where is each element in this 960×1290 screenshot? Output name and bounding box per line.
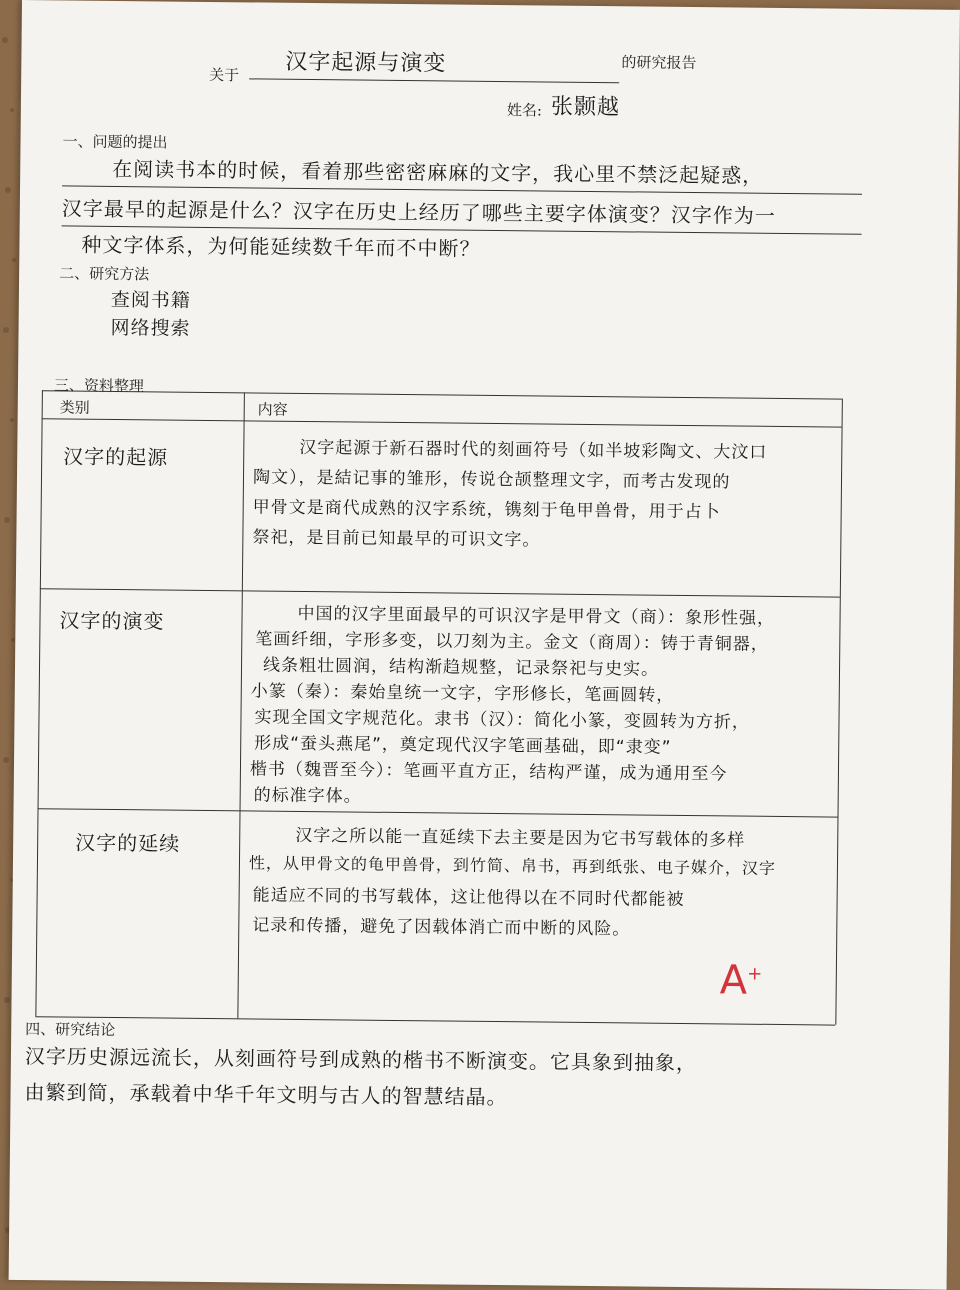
content-line: 祭祀，是目前已知最早的可识文字。 bbox=[252, 527, 541, 551]
table-right-border bbox=[835, 399, 843, 1025]
table-header-border bbox=[42, 418, 842, 427]
content-line: 性，从甲骨文的龟甲兽骨，到竹简、帛书，再到纸张、电子媒介，汉字 bbox=[248, 853, 777, 878]
question-line-3: 种文字体系，为何能延续数千年而不中断？ bbox=[81, 232, 481, 261]
column-header-category: 类别 bbox=[59, 398, 90, 417]
topic-underline bbox=[249, 78, 619, 83]
content-line: 能适应不同的书写载体，这让他得以在不同时代都能被 bbox=[252, 885, 685, 910]
content-line: 笔画纤细，字形多变，以刀刻为主。金文（商周）：铸于青铜器， bbox=[255, 629, 769, 655]
table-left-border bbox=[35, 390, 43, 1016]
content-line: 甲骨文是商代成熟的汉字系统，镌刻于龟甲兽骨，用于占卜 bbox=[252, 497, 721, 523]
student-name: 张颢越 bbox=[550, 94, 621, 121]
grade-mark bbox=[720, 957, 763, 1003]
report-topic: 汉字起源与演变 bbox=[285, 49, 447, 77]
method-item: 查阅书籍 bbox=[110, 288, 191, 312]
question-line-1: 在阅读书本的时候，看着那些密密麻麻的文字，我心里不禁泛起疑惑， bbox=[112, 156, 764, 188]
section1-heading: 一、问题的提出 bbox=[62, 132, 168, 152]
content-line: 楷书（魏晋至今）：笔画平直方正，结构严谨，成为通用至今 bbox=[249, 759, 728, 785]
content-line: 小篆（秦）：秦始皇统一文字，字形修长，笔画圆转， bbox=[250, 681, 675, 706]
content-line: 中国的汉字里面最早的可识汉字是甲骨文（商）：象形性强， bbox=[297, 603, 776, 629]
table-column-divider bbox=[237, 392, 245, 1018]
table-bottom-border bbox=[35, 1016, 835, 1025]
content-line: 汉字起源于新石器时代的刻画符号（如半坡彩陶文、大汶口 bbox=[299, 437, 768, 463]
section4-heading: 四、研究结论 bbox=[25, 1020, 116, 1040]
conclusion-line-1: 汉字历史源远流长，从刻画符号到成熟的楷书不断演变。它具象到抽象， bbox=[24, 1044, 698, 1076]
content-line: 记录和传播，避免了因载体消亡而中断的风险。 bbox=[252, 915, 631, 940]
section3-heading: 三、资料整理 bbox=[53, 376, 145, 396]
category-origin: 汉字的起源 bbox=[63, 444, 169, 470]
conclusion-line-2: 由繁到简，承载着中华千年文明与古人的智慧结晶。 bbox=[24, 1080, 508, 1110]
content-line: 的标准字体。 bbox=[253, 785, 362, 807]
question-line-2: 汉字最早的起源是什么？汉字在历史上经历了哪些主要字体演变？汉字作为一 bbox=[61, 196, 776, 228]
content-line: 线条粗壮圆润，结构渐趋规整，记录祭祀与史实。 bbox=[262, 655, 660, 680]
title-suffix: 的研究报告 bbox=[621, 53, 697, 73]
method-item: 网络搜索 bbox=[110, 316, 191, 340]
table-row-border bbox=[40, 588, 840, 597]
content-line: 实现全国文字规范化。隶书（汉）：简化小篆，变圆转为方折， bbox=[254, 707, 751, 733]
category-evolution: 汉字的演变 bbox=[59, 608, 165, 634]
section2-heading: 二、研究方法 bbox=[59, 264, 150, 284]
report-sheet bbox=[9, 0, 960, 1290]
title-prefix: 关于 bbox=[209, 65, 240, 85]
grade-letter: A bbox=[719, 957, 748, 1004]
category-continuity: 汉字的延续 bbox=[75, 830, 181, 856]
column-header-content: 内容 bbox=[257, 400, 288, 419]
content-line: 陶文），是結记事的雏形，传说仓颉整理文字，而考古发现的 bbox=[252, 467, 731, 493]
content-line: 汉字之所以能一直延续下去主要是因为它书写载体的多样 bbox=[295, 825, 746, 851]
content-line: 形成“蚕头燕尾”，奠定现代汉字笔画基础，即“隶变” bbox=[254, 733, 672, 758]
name-label: 姓名: bbox=[506, 101, 543, 120]
table-top-border bbox=[42, 390, 842, 399]
table-row-border bbox=[38, 808, 838, 817]
grade-plus: + bbox=[747, 963, 763, 985]
